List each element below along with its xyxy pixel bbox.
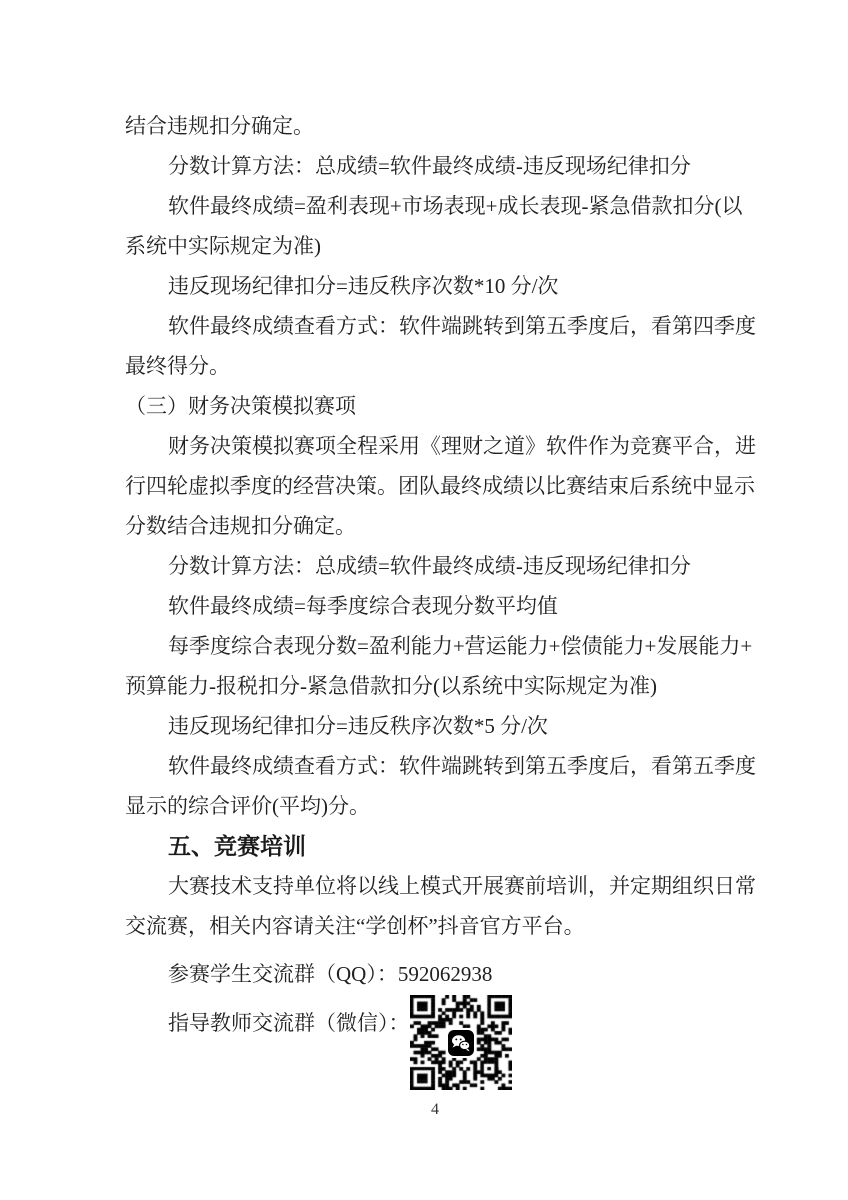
section-heading-competition-training: 五、竞赛培训 xyxy=(168,833,306,859)
text-line: 交流赛，相关内容请关注“学创杯”抖音官方平台。 xyxy=(125,914,585,938)
subsection-heading-finance-sim: （三）财务决策模拟赛项 xyxy=(125,394,356,418)
text-line: 最终得分。 xyxy=(125,354,230,378)
text-line: 显示的综合评价(平均)分。 xyxy=(125,794,370,818)
text-line: 软件最终成绩=盈利表现+市场表现+成长表现-紧急借款扣分(以 xyxy=(168,194,743,218)
text-line: 违反现场纪律扣分=违反秩序次数*5 分/次 xyxy=(168,714,548,738)
text-line: 分数计算方法：总成绩=软件最终成绩-违反现场纪律扣分 xyxy=(168,154,691,178)
text-line: 分数结合违规扣分确定。 xyxy=(125,514,356,538)
wechat-icon xyxy=(446,1028,476,1058)
text-line: 违反现场纪律扣分=违反秩序次数*10 分/次 xyxy=(168,274,559,298)
wechat-group-line: 指导教师交流群（微信）： xyxy=(168,1011,410,1035)
text-line: 结合违规扣分确定。 xyxy=(125,114,314,138)
text-line: 每季度综合表现分数=盈利能力+营运能力+偿债能力+发展能力+ xyxy=(168,634,753,658)
text-line: 软件最终成绩查看方式：软件端跳转到第五季度后，看第四季度 xyxy=(168,314,756,338)
text-line: 软件最终成绩=每季度综合表现分数平均值 xyxy=(168,594,558,618)
text-line: 预算能力-报税扣分-紧急借款扣分(以系统中实际规定为准) xyxy=(125,674,657,698)
text-line: 大赛技术支持单位将以线上模式开展赛前培训，并定期组织日常 xyxy=(168,874,756,898)
text-line: 财务决策模拟赛项全程采用《理财之道》软件作为竞赛平合，进 xyxy=(168,434,756,458)
text-line: 行四轮虚拟季度的经营决策。团队最终成绩以比赛结束后系统中显示 xyxy=(125,474,755,498)
wechat-group-qr-code xyxy=(410,995,512,1090)
document-body xyxy=(125,106,756,1043)
page-number: 4 xyxy=(431,1101,439,1118)
text-line: 系统中实际规定为准) xyxy=(125,234,321,258)
text-line: 分数计算方法：总成绩=软件最终成绩-违反现场纪律扣分 xyxy=(168,554,691,578)
text-line: 软件最终成绩查看方式：软件端跳转到第五季度后，看第五季度 xyxy=(168,754,756,778)
qq-group-number-line: 参赛学生交流群（QQ）：592062938 xyxy=(168,962,493,986)
